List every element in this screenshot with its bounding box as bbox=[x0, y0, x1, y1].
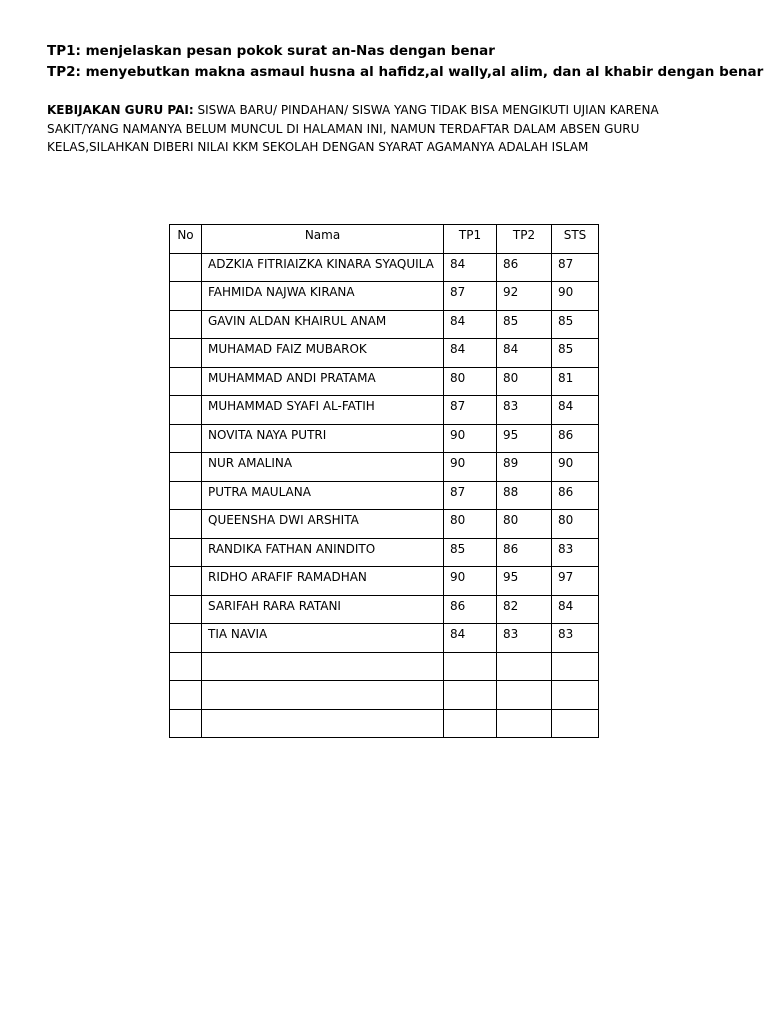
cell-tp1 bbox=[444, 681, 497, 710]
cell-tp2: 92 bbox=[497, 282, 552, 311]
cell-name: MUHAMMAD SYAFI AL-FATIH bbox=[202, 396, 444, 425]
table-row bbox=[170, 624, 599, 653]
cell-no bbox=[170, 624, 202, 653]
cell-no bbox=[170, 453, 202, 482]
cell-no bbox=[170, 396, 202, 425]
header-no: No bbox=[170, 225, 202, 254]
table-row bbox=[170, 253, 599, 282]
cell-sts: 97 bbox=[552, 567, 599, 596]
table-row bbox=[170, 652, 599, 681]
cell-name bbox=[202, 681, 444, 710]
table-row bbox=[170, 481, 599, 510]
cell-sts: 83 bbox=[552, 538, 599, 567]
cell-no bbox=[170, 282, 202, 311]
cell-name: ADZKIA FITRIAIZKA KINARA SYAQUILA bbox=[202, 253, 444, 282]
policy-label: KEBIJAKAN GURU PAI: bbox=[47, 103, 194, 117]
cell-name: FAHMIDA NAJWA KIRANA bbox=[202, 282, 444, 311]
table-row bbox=[170, 339, 599, 368]
table-row bbox=[170, 595, 599, 624]
cell-name: MUHAMAD FAIZ MUBAROK bbox=[202, 339, 444, 368]
cell-tp1 bbox=[444, 709, 497, 738]
table-row bbox=[170, 367, 599, 396]
table-row bbox=[170, 310, 599, 339]
cell-tp2: 80 bbox=[497, 367, 552, 396]
table-row bbox=[170, 424, 599, 453]
cell-tp1: 84 bbox=[444, 624, 497, 653]
cell-name: RANDIKA FATHAN ANINDITO bbox=[202, 538, 444, 567]
table-row bbox=[170, 709, 599, 738]
cell-tp2: 89 bbox=[497, 453, 552, 482]
header-tp1: TP1 bbox=[444, 225, 497, 254]
teacher-policy-note bbox=[47, 101, 727, 157]
cell-tp1: 87 bbox=[444, 282, 497, 311]
cell-name: TIA NAVIA bbox=[202, 624, 444, 653]
table-row bbox=[170, 453, 599, 482]
cell-no bbox=[170, 652, 202, 681]
cell-name bbox=[202, 652, 444, 681]
cell-tp1: 90 bbox=[444, 567, 497, 596]
cell-name: QUEENSHA DWI ARSHITA bbox=[202, 510, 444, 539]
cell-no bbox=[170, 310, 202, 339]
cell-tp1: 84 bbox=[444, 339, 497, 368]
cell-tp2: 86 bbox=[497, 538, 552, 567]
cell-tp2: 95 bbox=[497, 567, 552, 596]
cell-no bbox=[170, 481, 202, 510]
cell-tp2 bbox=[497, 709, 552, 738]
cell-tp1: 87 bbox=[444, 481, 497, 510]
policy-text: SISWA BARU/ PINDAHAN/ SISWA YANG TIDAK BISA MENGIKUTI UJIAN KARENA SAKIT/YANG NAMANYA BELUM MUNCUL DI HALAMAN INI, NAMUN TERDAFTAR DALAM ABSEN GURU KELAS,SILAHKAN DIBERI NILAI KKM SEKOLAH DENGAN SYARAT AGAMANYA ADALAH ISLAM bbox=[47, 103, 659, 154]
table-row bbox=[170, 681, 599, 710]
header-nama: Nama bbox=[202, 225, 444, 254]
cell-no bbox=[170, 595, 202, 624]
cell-no bbox=[170, 709, 202, 738]
cell-sts: 86 bbox=[552, 481, 599, 510]
table-row bbox=[170, 510, 599, 539]
cell-name: PUTRA MAULANA bbox=[202, 481, 444, 510]
cell-tp2: 82 bbox=[497, 595, 552, 624]
table-row bbox=[170, 538, 599, 567]
cell-tp1: 86 bbox=[444, 595, 497, 624]
cell-tp1: 80 bbox=[444, 510, 497, 539]
cell-tp1: 84 bbox=[444, 253, 497, 282]
cell-sts: 85 bbox=[552, 310, 599, 339]
cell-no bbox=[170, 424, 202, 453]
table-row bbox=[170, 282, 599, 311]
cell-sts bbox=[552, 652, 599, 681]
cell-name: NUR AMALINA bbox=[202, 453, 444, 482]
cell-no bbox=[170, 510, 202, 539]
cell-tp1: 84 bbox=[444, 310, 497, 339]
cell-sts: 90 bbox=[552, 282, 599, 311]
header-tp2: TP2 bbox=[497, 225, 552, 254]
cell-no bbox=[170, 339, 202, 368]
cell-sts: 87 bbox=[552, 253, 599, 282]
cell-tp2 bbox=[497, 652, 552, 681]
cell-sts bbox=[552, 681, 599, 710]
cell-no bbox=[170, 367, 202, 396]
cell-tp2: 95 bbox=[497, 424, 552, 453]
grades-table bbox=[169, 224, 599, 738]
cell-name: RIDHO ARAFIF RAMADHAN bbox=[202, 567, 444, 596]
cell-sts: 90 bbox=[552, 453, 599, 482]
cell-sts: 84 bbox=[552, 595, 599, 624]
cell-tp2: 88 bbox=[497, 481, 552, 510]
cell-tp2: 85 bbox=[497, 310, 552, 339]
cell-sts bbox=[552, 709, 599, 738]
cell-tp2 bbox=[497, 681, 552, 710]
cell-tp1 bbox=[444, 652, 497, 681]
cell-no bbox=[170, 538, 202, 567]
cell-tp1: 80 bbox=[444, 367, 497, 396]
cell-sts: 84 bbox=[552, 396, 599, 425]
cell-tp2: 83 bbox=[497, 624, 552, 653]
cell-tp2: 86 bbox=[497, 253, 552, 282]
cell-tp2: 84 bbox=[497, 339, 552, 368]
cell-tp2: 83 bbox=[497, 396, 552, 425]
header-sts: STS bbox=[552, 225, 599, 254]
cell-tp1: 85 bbox=[444, 538, 497, 567]
cell-sts: 80 bbox=[552, 510, 599, 539]
cell-name: SARIFAH RARA RATANI bbox=[202, 595, 444, 624]
cell-tp1: 87 bbox=[444, 396, 497, 425]
table-header-row bbox=[170, 225, 599, 254]
tp1-objective: TP1: menjelaskan pesan pokok surat an-Nas dengan benar bbox=[47, 43, 495, 59]
table-body bbox=[170, 253, 599, 738]
cell-tp2: 80 bbox=[497, 510, 552, 539]
cell-sts: 81 bbox=[552, 367, 599, 396]
cell-sts: 83 bbox=[552, 624, 599, 653]
cell-sts: 86 bbox=[552, 424, 599, 453]
cell-no bbox=[170, 567, 202, 596]
cell-tp1: 90 bbox=[444, 424, 497, 453]
cell-no bbox=[170, 681, 202, 710]
table-row bbox=[170, 396, 599, 425]
cell-name: MUHAMMAD ANDI PRATAMA bbox=[202, 367, 444, 396]
tp2-objective: TP2: menyebutkan makna asmaul husna al hafidz,al wally,al alim, dan al khabir dengan benar bbox=[47, 64, 764, 80]
cell-tp1: 90 bbox=[444, 453, 497, 482]
cell-name: NOVITA NAYA PUTRI bbox=[202, 424, 444, 453]
cell-sts: 85 bbox=[552, 339, 599, 368]
table-row bbox=[170, 567, 599, 596]
cell-name: GAVIN ALDAN KHAIRUL ANAM bbox=[202, 310, 444, 339]
cell-name bbox=[202, 709, 444, 738]
cell-no bbox=[170, 253, 202, 282]
